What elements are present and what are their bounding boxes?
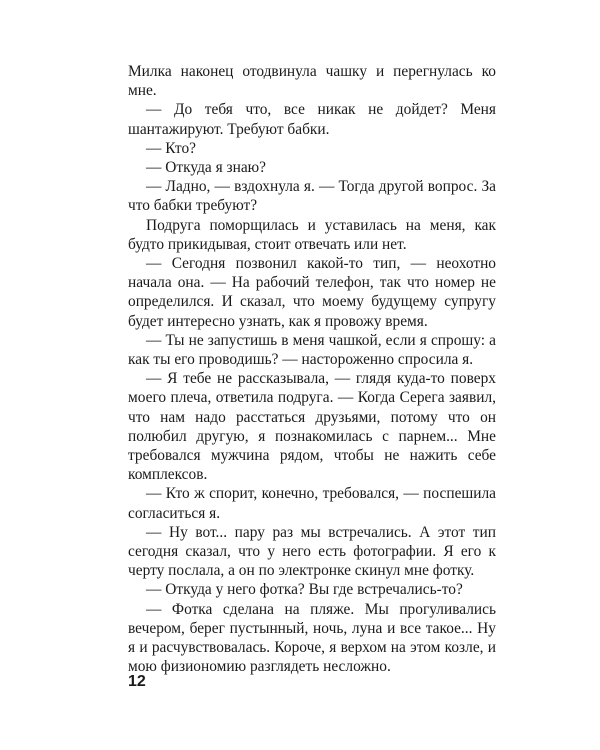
paragraph: — Ты не запустишь в меня чашкой, если я спрошу: а как ты его проводишь? — настороженно спросила я. bbox=[128, 331, 496, 369]
paragraph: — Кто? bbox=[146, 139, 196, 157]
paragraph: — Кто ж спорит, конечно, требовался, — поспешила согласиться я. bbox=[128, 485, 496, 522]
paragraph: Подруга поморщилась и уставилась на меня, как будто прикидывая, стоит отвечать или нет. bbox=[128, 216, 496, 253]
paragraph: — До тебя что, все никак не дойдет? Меня шантажируют. Требуют бабки. bbox=[128, 101, 496, 138]
paragraph: — Откуда я знаю? bbox=[146, 159, 266, 177]
paragraph: — Ну вот... пару раз мы встречались. А этот тип сегодня сказал, что у него есть фотографии. Я его к черту послала, а он по электронке скинул мне фотку. bbox=[128, 523, 496, 580]
paragraph: — Сегодня позвонил какой-то тип, — неохотно начала она. — На рабочий телефон, так что номер не определился. И сказал, что моему будущему супругу будет интересно узнать, как я провожу время. bbox=[128, 255, 496, 330]
paragraph: — Ладно, — вздохнула я. — Тогда другой вопрос. За что бабки требуют? bbox=[128, 178, 496, 215]
paragraph: — Фотка сделана на пляже. Мы прогуливались вечером, берег пустынный, ночь, луна и все такое... Ну я и расчувствовалась. Короче, я верхом на этом козле, и мою физиономию разглядеть несложно. bbox=[128, 600, 496, 676]
paragraph: — Откуда у него фотка? Вы где встречались-то? bbox=[146, 581, 463, 599]
paragraph: — Я тебе не рассказывала, — глядя куда-то поверх моего плеча, ответила подруга. — Когда Серега заявил, что нам надо расстаться друзьями, потому что он полюбил другую, я познакомилась с парнем... Мне требовался мужчина рядом, чтобы не нажить себе комплексов. bbox=[128, 370, 496, 484]
page-number: 12 bbox=[128, 673, 146, 690]
body-text bbox=[128, 62, 496, 677]
paragraph: Милка наконец отодвинула чашку и перегнулась ко мне. bbox=[128, 63, 496, 100]
